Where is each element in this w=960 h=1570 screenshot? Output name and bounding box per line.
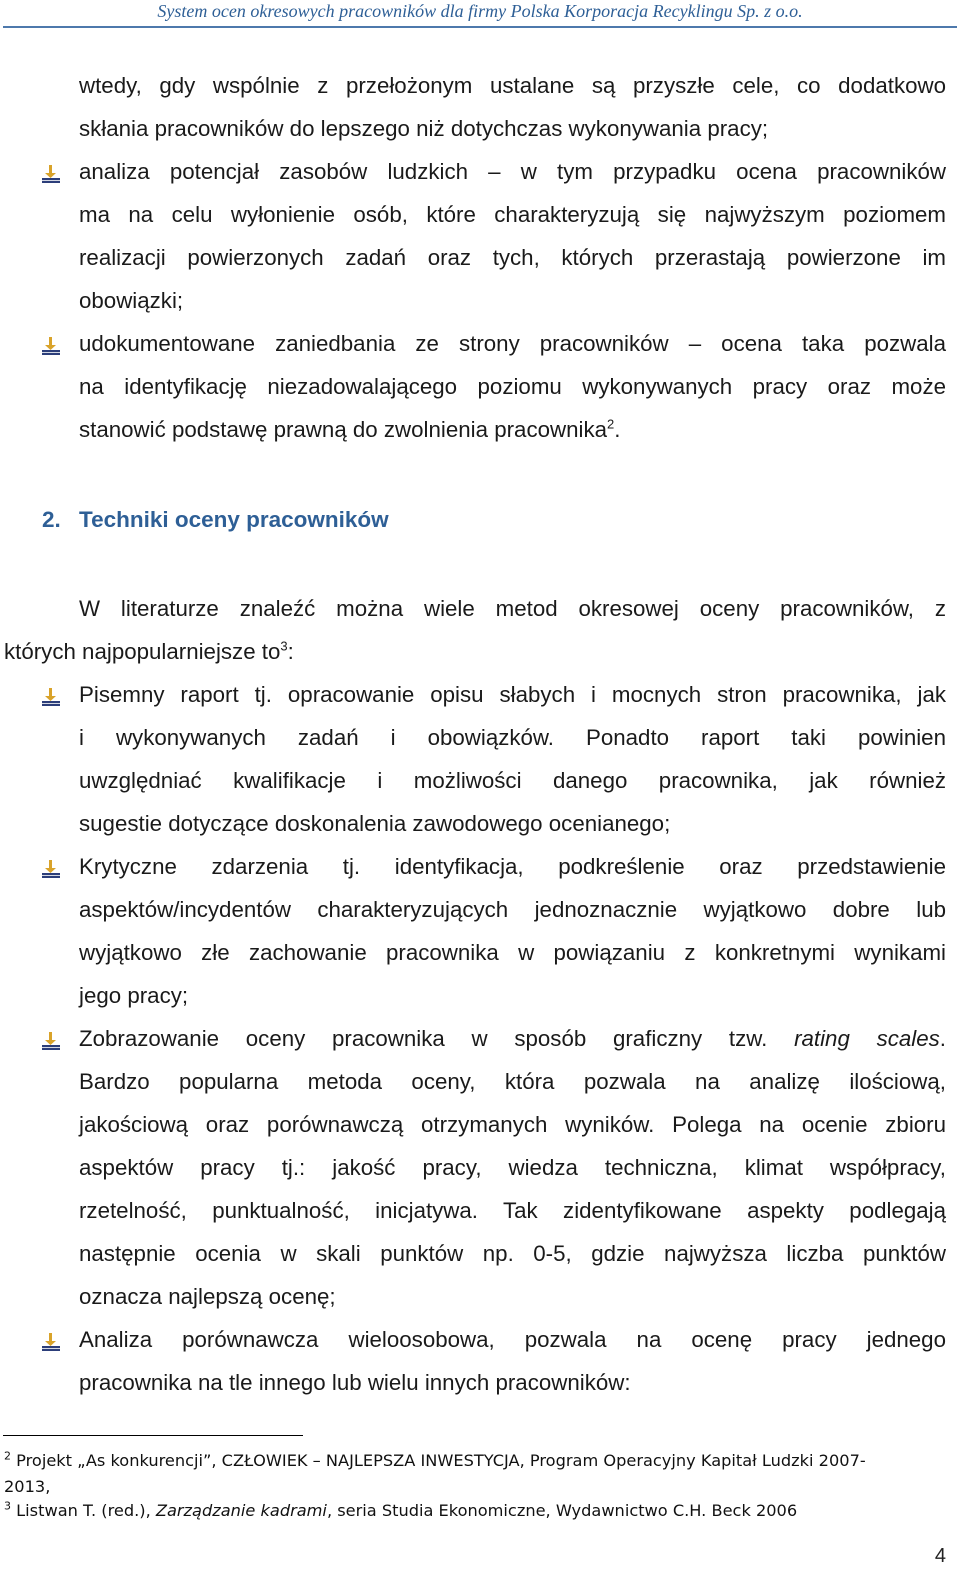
list-item-line: Krytyczne zdarzenia tj. identyfikacja, podkreślenie oraz przedstawienie [79, 854, 946, 879]
footnote-ref[interactable]: 2 [607, 416, 615, 432]
footnote-separator [3, 1435, 303, 1436]
paragraph-line: W literaturze znaleźć można wiele metod okresowej oceny pracowników, z [79, 596, 946, 621]
arrow-bullet-icon [40, 1333, 62, 1351]
header-rule [3, 26, 957, 28]
arrow-bullet-icon [40, 688, 62, 706]
list-item-line: jakościową oraz porównawczą otrzymanych wyników. Polega na ocenie zbioru [79, 1112, 946, 1137]
page-number: 4 [934, 1545, 946, 1567]
list-item-line: aspektów/incydentów charakteryzujących jednoznacznie wyjątkowo dobre lub [79, 897, 946, 922]
list-item-line: rzetelność, punktualność, inicjatywa. Tak zidentyfikowane aspekty podlegają [79, 1198, 946, 1223]
list-item-text: stanowić podstawę prawną do zwolnienia pracownika [79, 417, 607, 442]
footnote-number: 2 [4, 1449, 11, 1463]
header-title: System ocen okresowych pracowników dla firmy Polska Korporacja Recyklingu Sp. z o.o. [157, 1, 803, 21]
list-item-line: Pisemny raport tj. opracowanie opisu słabych i mocnych stron pracownika, jak [79, 682, 946, 707]
list-item-line: jego pracy; [79, 983, 189, 1008]
arrow-bullet-icon [40, 337, 62, 355]
list-item-line: obowiązki; [79, 288, 184, 313]
running-header [0, 0, 960, 30]
list-item-line: ma na celu wyłonienie osób, które charakteryzują się najwyższym poziomem [79, 202, 946, 227]
list-item-line: uwzględniać kwalifikacje i możliwości danego pracownika, jak również [79, 768, 946, 793]
paragraph-text: których najpopularniejsze to [4, 639, 281, 664]
footnote-text: Listwan T. (red.), [16, 1501, 151, 1520]
punctuation: . [939, 1026, 946, 1051]
section-title: Techniki oceny pracowników [79, 507, 389, 532]
list-item-line: Analiza porównawcza wieloosobowa, pozwala na ocenę pracy jednego [79, 1327, 946, 1352]
footnote-text: Projekt „As konkurencji”, CZŁOWIEK – NAJLEPSZA INWESTYCJA, Program Operacyjny Kapitał Ludzki 2007- [16, 1451, 866, 1470]
list-item-line: następnie ocenia w skali punktów np. 0-5, gdzie najwyższa liczba punktów [79, 1241, 946, 1266]
list-item-line: sugestie dotyczące doskonalenia zawodowego ocenianego; [79, 811, 671, 836]
list-item-line: analiza potencjał zasobów ludzkich – w tym przypadku ocena pracowników [79, 159, 946, 184]
arrow-bullet-icon [40, 1032, 62, 1050]
punctuation: . [614, 417, 621, 442]
footnote-book-title: Zarządzanie kadrami [155, 1501, 327, 1520]
term-italic: rating scales [794, 1026, 940, 1051]
arrow-bullet-icon [40, 165, 62, 183]
list-item-line: realizacji powierzonych zadań oraz tych, których przerastają powierzone im [79, 245, 946, 270]
list-item-line: aspektów pracy tj.: jakość pracy, wiedza techniczna, klimat współpracy, [79, 1155, 946, 1180]
footnote-3 [4, 1500, 946, 1522]
section-heading [42, 507, 389, 533]
body-line: skłania pracowników do lepszego niż dotychczas wykonywania pracy; [79, 116, 769, 141]
punctuation: : [287, 639, 294, 664]
list-item-line: i wykonywanych zadań i obowiązków. Ponadto raport taki powinien [79, 725, 946, 750]
list-item-text: Zobrazowanie oceny pracownika w sposób graficzny tzw. [79, 1026, 768, 1051]
paragraph-line [4, 637, 946, 667]
list-item-line [79, 415, 946, 445]
list-item-line: udokumentowane zaniedbania ze strony pracowników – ocena taka pozwala [79, 331, 946, 356]
body-line: wtedy, gdy wspólnie z przełożonym ustalane są przyszłe cele, co dodatkowo [79, 73, 946, 98]
section-number: 2. [42, 507, 61, 532]
footnote-2-continued: 2013, [4, 1477, 51, 1496]
list-item-line: wyjątkowo złe zachowanie pracownika w powiązaniu z konkretnymi wynikami [79, 940, 946, 965]
footnote-text: , seria Studia Ekonomiczne, Wydawnictwo C.H. Beck 2006 [326, 1501, 798, 1520]
list-item-line [79, 1024, 946, 1054]
list-item-line: oznacza najlepszą ocenę; [79, 1284, 336, 1309]
footnote-number: 3 [4, 1499, 11, 1513]
footnote-ref[interactable]: 3 [280, 638, 288, 654]
list-item-line: Bardzo popularna metoda oceny, która pozwala na analizę ilościową, [79, 1069, 946, 1094]
list-item-line: pracownika na tle innego lub wielu innych pracowników: [79, 1370, 631, 1395]
list-item-line: na identyfikację niezadowalającego poziomu wykonywanych pracy oraz może [79, 374, 946, 399]
arrow-bullet-icon [40, 860, 62, 878]
footnote-2 [4, 1450, 946, 1472]
